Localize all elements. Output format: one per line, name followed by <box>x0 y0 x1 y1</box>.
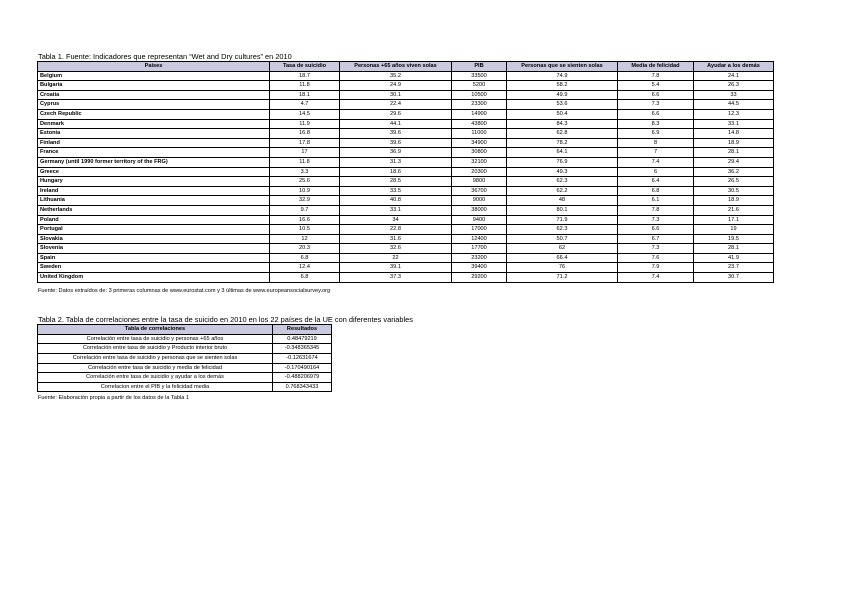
value-cell: 32100 <box>452 157 507 167</box>
column-header: PIB <box>452 62 507 72</box>
table-row <box>38 167 774 177</box>
value-cell: 5.4 <box>618 81 694 91</box>
value-cell: 20.3 <box>270 244 340 254</box>
value-cell: 40.8 <box>340 196 452 206</box>
value-cell: 34 <box>340 215 452 225</box>
value-cell: 44.5 <box>694 100 774 110</box>
row-label-cell: Correlación entre tasa de suicidio y ayudar a los demás <box>38 373 273 383</box>
row-label-cell: Croatia <box>38 90 270 100</box>
table-row <box>38 363 332 373</box>
value-cell: 7.9 <box>618 263 694 273</box>
table-row <box>38 253 774 263</box>
value-cell: 7.3 <box>618 244 694 254</box>
value-cell: 33.1 <box>340 205 452 215</box>
table-row <box>38 215 774 225</box>
value-cell: 9400 <box>452 215 507 225</box>
row-label-cell: Slovenia <box>38 244 270 254</box>
row-label-cell: Greece <box>38 167 270 177</box>
value-cell: 6.9 <box>618 129 694 139</box>
value-cell: -0.12631674 <box>273 353 332 363</box>
row-label-cell: Slovakia <box>38 234 270 244</box>
value-cell: 29.6 <box>340 109 452 119</box>
value-cell: 11.8 <box>270 81 340 91</box>
row-label-cell: Lithuania <box>38 196 270 206</box>
value-cell: 41.9 <box>694 253 774 263</box>
value-cell: 14.5 <box>270 109 340 119</box>
row-label-cell: Netherlands <box>38 205 270 215</box>
correlations-table <box>37 324 332 392</box>
table-row <box>38 138 774 148</box>
value-cell: 32.9 <box>270 196 340 206</box>
value-cell: 9000 <box>452 196 507 206</box>
value-cell: 9.7 <box>270 205 340 215</box>
value-cell: 7.3 <box>618 100 694 110</box>
value-cell: 11.9 <box>270 119 340 129</box>
value-cell: 17.1 <box>694 215 774 225</box>
value-cell: 8.3 <box>618 119 694 129</box>
value-cell: 74.9 <box>507 71 618 81</box>
table-row <box>38 119 774 129</box>
value-cell: 39.1 <box>340 263 452 273</box>
table-row <box>38 129 774 139</box>
column-header: Tasa de suicidio <box>270 62 340 72</box>
table-row <box>38 71 774 81</box>
column-header: Ayudar a los demás <box>694 62 774 72</box>
row-label-cell: Estonia <box>38 129 270 139</box>
row-label-cell: Czech Republic <box>38 109 270 119</box>
table-row <box>38 81 774 91</box>
value-cell: 32.6 <box>340 244 452 254</box>
value-cell: 29200 <box>452 273 507 283</box>
value-cell: 5200 <box>452 81 507 91</box>
column-header: Países <box>38 62 270 72</box>
column-header: Personas +65 años viven solas <box>340 62 452 72</box>
value-cell: 71.2 <box>507 273 618 283</box>
value-cell: 62.2 <box>507 186 618 196</box>
value-cell: 33.1 <box>694 119 774 129</box>
table-row <box>38 334 332 344</box>
value-cell: 6.8 <box>270 253 340 263</box>
value-cell: 30.5 <box>694 186 774 196</box>
row-label-cell: Correlación entre tasa de suicidio y Producto interior bruto <box>38 344 273 354</box>
value-cell: 25.6 <box>270 177 340 187</box>
value-cell: 18.9 <box>694 196 774 206</box>
value-cell: 62.8 <box>507 129 618 139</box>
table-row <box>38 177 774 187</box>
value-cell: 30.1 <box>340 90 452 100</box>
value-cell: 18.7 <box>270 71 340 81</box>
value-cell: 17 <box>270 148 340 158</box>
row-label-cell: Denmark <box>38 119 270 129</box>
value-cell: 7.4 <box>618 157 694 167</box>
value-cell: 20300 <box>452 167 507 177</box>
value-cell: 6.8 <box>270 273 340 283</box>
value-cell: 22 <box>340 253 452 263</box>
value-cell: 0.768343433 <box>273 382 332 392</box>
value-cell: 29.4 <box>694 157 774 167</box>
table-row <box>38 109 774 119</box>
row-label-cell: Germany (until 1990 former territory of the FRG) <box>38 157 270 167</box>
value-cell: 36.2 <box>694 167 774 177</box>
value-cell: 50.7 <box>507 234 618 244</box>
value-cell: 62.3 <box>507 177 618 187</box>
column-header: Resultados <box>273 325 332 335</box>
value-cell: -0.488206979 <box>273 373 332 383</box>
value-cell: 44.1 <box>340 119 452 129</box>
value-cell: 23300 <box>452 100 507 110</box>
value-cell: 84.3 <box>507 119 618 129</box>
value-cell: 6.6 <box>618 90 694 100</box>
value-cell: 6.1 <box>618 196 694 206</box>
value-cell: 0.48479219 <box>273 334 332 344</box>
value-cell: 14.8 <box>694 129 774 139</box>
value-cell: 71.9 <box>507 215 618 225</box>
value-cell: 36.9 <box>340 148 452 158</box>
value-cell: 11000 <box>452 129 507 139</box>
value-cell: 37.3 <box>340 273 452 283</box>
value-cell: 7 <box>618 148 694 158</box>
table-row <box>38 186 774 196</box>
correlations-header-row <box>38 325 332 335</box>
value-cell: 12.4 <box>270 263 340 273</box>
value-cell: 76.9 <box>507 157 618 167</box>
table2-source-note: Fuente: Elaboración propia a partir de los datos de la Tabla 1 <box>38 395 190 401</box>
value-cell: 24.9 <box>340 81 452 91</box>
value-cell: 28.1 <box>694 148 774 158</box>
value-cell: 24.1 <box>694 71 774 81</box>
row-label-cell: Finland <box>38 138 270 148</box>
value-cell: 10500 <box>452 90 507 100</box>
value-cell: 6.6 <box>618 109 694 119</box>
value-cell: 11.8 <box>270 157 340 167</box>
table-row <box>38 373 332 383</box>
value-cell: 6 <box>618 167 694 177</box>
table-row <box>38 263 774 273</box>
value-cell: 3.3 <box>270 167 340 177</box>
value-cell: 30.7 <box>694 273 774 283</box>
row-label-cell: Portugal <box>38 225 270 235</box>
value-cell: 62 <box>507 244 618 254</box>
value-cell: 6.4 <box>618 177 694 187</box>
value-cell: 18.9 <box>694 138 774 148</box>
value-cell: 43800 <box>452 119 507 129</box>
row-label-cell: United Kingdom <box>38 273 270 283</box>
value-cell: 17700 <box>452 244 507 254</box>
value-cell: 26.3 <box>694 81 774 91</box>
table-row <box>38 100 774 110</box>
table-row <box>38 353 332 363</box>
table-row <box>38 273 774 283</box>
value-cell: 12 <box>270 234 340 244</box>
value-cell: 49.9 <box>507 90 618 100</box>
table-row <box>38 148 774 158</box>
row-label-cell: Sweden <box>38 263 270 273</box>
value-cell: 39.6 <box>340 129 452 139</box>
value-cell: 16.6 <box>270 215 340 225</box>
table-row <box>38 225 774 235</box>
value-cell: -0.170490164 <box>273 363 332 373</box>
value-cell: 35.2 <box>340 71 452 81</box>
row-label-cell: Belgium <box>38 71 270 81</box>
table-row <box>38 382 332 392</box>
value-cell: 12.3 <box>694 109 774 119</box>
table2-caption: Tabla 2. Tabla de correlaciones entre la tasa de suicido en 2010 en los 22 países de la UE con diferentes variables <box>38 315 413 324</box>
value-cell: 38000 <box>452 205 507 215</box>
value-cell: 62.3 <box>507 225 618 235</box>
value-cell: 22.4 <box>340 100 452 110</box>
table1-caption: Tabla 1. Fuente: Indicadores que representan “Wet and Dry cultures” en 2010 <box>38 52 292 61</box>
value-cell: 18.6 <box>340 167 452 177</box>
value-cell: 80.1 <box>507 205 618 215</box>
value-cell: 78.2 <box>507 138 618 148</box>
table-row <box>38 196 774 206</box>
value-cell: 33 <box>694 90 774 100</box>
row-label-cell: Correlación entre tasa de suicidio y personas que se sienten solas <box>38 353 273 363</box>
row-label-cell: Spain <box>38 253 270 263</box>
value-cell: 16.8 <box>270 129 340 139</box>
row-label-cell: Bulgaria <box>38 81 270 91</box>
value-cell: 4.7 <box>270 100 340 110</box>
indicators-table <box>37 61 774 283</box>
indicators-header-row <box>38 62 774 72</box>
column-header: Media de felicidad <box>618 62 694 72</box>
value-cell: 17.8 <box>270 138 340 148</box>
value-cell: 36700 <box>452 186 507 196</box>
row-label-cell: Correlación entre tasa de suicidio y media de felicidad <box>38 363 273 373</box>
row-label-cell: Ireland <box>38 186 270 196</box>
value-cell: 7.4 <box>618 273 694 283</box>
table1-source-note: Fuente: Datos extraídos de: 3 primeras columnas de www.eurostat.com y 3 últimas de www.europeansocialsurvey.org <box>38 288 331 294</box>
value-cell: 28.1 <box>694 244 774 254</box>
value-cell: 53.6 <box>507 100 618 110</box>
table-row <box>38 157 774 167</box>
value-cell: 21.6 <box>694 205 774 215</box>
value-cell: 39400 <box>452 263 507 273</box>
row-label-cell: Hungary <box>38 177 270 187</box>
value-cell: 10.9 <box>270 186 340 196</box>
value-cell: 9800 <box>452 177 507 187</box>
table-row <box>38 244 774 254</box>
value-cell: 31.3 <box>340 157 452 167</box>
value-cell: 34900 <box>452 138 507 148</box>
value-cell: -0.348365345 <box>273 344 332 354</box>
row-label-cell: Cyprus <box>38 100 270 110</box>
value-cell: 6.8 <box>618 186 694 196</box>
column-header: Personas que se sienten solas <box>507 62 618 72</box>
value-cell: 64.1 <box>507 148 618 158</box>
value-cell: 33.5 <box>340 186 452 196</box>
value-cell: 50.4 <box>507 109 618 119</box>
value-cell: 76 <box>507 263 618 273</box>
value-cell: 8 <box>618 138 694 148</box>
table-row <box>38 344 332 354</box>
value-cell: 28.5 <box>340 177 452 187</box>
table-row <box>38 234 774 244</box>
table-row <box>38 90 774 100</box>
value-cell: 33500 <box>452 71 507 81</box>
value-cell: 7.3 <box>618 215 694 225</box>
value-cell: 48 <box>507 196 618 206</box>
column-header: Tabla de correlaciones <box>38 325 273 335</box>
value-cell: 26.5 <box>694 177 774 187</box>
value-cell: 58.2 <box>507 81 618 91</box>
value-cell: 19.5 <box>694 234 774 244</box>
value-cell: 6.7 <box>618 234 694 244</box>
value-cell: 6.6 <box>618 225 694 235</box>
value-cell: 19 <box>694 225 774 235</box>
value-cell: 7.8 <box>618 71 694 81</box>
value-cell: 23200 <box>452 253 507 263</box>
value-cell: 7.8 <box>618 205 694 215</box>
row-label-cell: Correlación entre tasa de suicidio y personas +65 años <box>38 334 273 344</box>
value-cell: 12400 <box>452 234 507 244</box>
value-cell: 7.6 <box>618 253 694 263</box>
value-cell: 23.7 <box>694 263 774 273</box>
value-cell: 66.4 <box>507 253 618 263</box>
value-cell: 17000 <box>452 225 507 235</box>
value-cell: 49.3 <box>507 167 618 177</box>
value-cell: 30800 <box>452 148 507 158</box>
value-cell: 22.8 <box>340 225 452 235</box>
table-row <box>38 205 774 215</box>
value-cell: 14900 <box>452 109 507 119</box>
value-cell: 39.6 <box>340 138 452 148</box>
row-label-cell: Correlacion entre el PIB y la felicidad media <box>38 382 273 392</box>
row-label-cell: Poland <box>38 215 270 225</box>
row-label-cell: France <box>38 148 270 158</box>
value-cell: 18.1 <box>270 90 340 100</box>
value-cell: 31.6 <box>340 234 452 244</box>
value-cell: 10.5 <box>270 225 340 235</box>
